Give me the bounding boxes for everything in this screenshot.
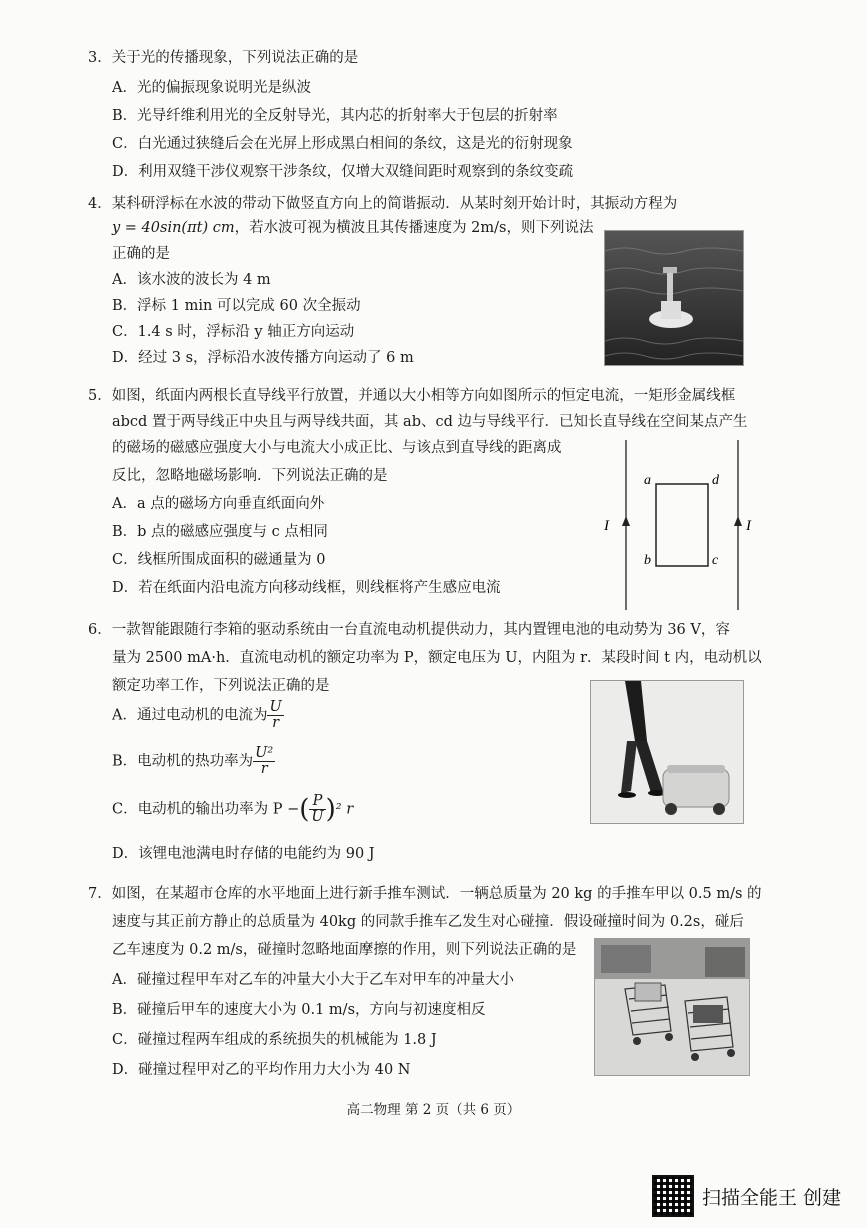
label-current-right: I	[746, 518, 751, 534]
left-current-arrow	[622, 516, 630, 526]
q6-stem-line1: 6．一款智能跟随行李箱的驱动系统由一台直流电动机提供动力，其内置锂电池的电动势为 36 V，容	[88, 622, 730, 638]
right-current-arrow	[734, 516, 742, 526]
scanner-watermark: 扫描全能王 创建	[652, 1175, 841, 1217]
q3-stem: 3．关于光的传播现象，下列说法正确的是	[88, 50, 359, 66]
q6-option-a: A．通过电动机的电流为 $\frac{U}{r}$	[112, 699, 282, 731]
label-a: a	[644, 473, 651, 488]
q5-stem-line4: 反比，忽略地磁场影响．下列说法正确的是	[112, 468, 388, 484]
q4-stem-line1: 4．某科研浮标在水波的带动下做竖直方向上的简谐振动．从某时刻开始计时，其振动方程为	[88, 196, 678, 212]
label-b: b	[644, 553, 651, 568]
q5-option-d: D．若在纸面内沿电流方向移动线框，则线框将产生感应电流	[112, 580, 501, 596]
shopping-carts-photo	[594, 938, 750, 1076]
suitcase-photo	[590, 680, 744, 824]
q3-option-a: A．光的偏振现象说明光是纵波	[112, 80, 311, 96]
q7-stem-line1: 7．如图，在某超市仓库的水平地面上进行新手推车测试．一辆总质量为 20 kg 的手推车甲以 0.5 m/s 的	[88, 886, 762, 902]
q4-option-a: A．该水波的波长为 4 m	[112, 272, 271, 288]
q4-stem-line3: 正确的是	[112, 246, 170, 262]
q4-equation: y = 40sin(πt) cm	[112, 220, 235, 236]
q7-option-b: B．碰撞后甲车的速度大小为 0.1 m/s，方向与初速度相反	[112, 1002, 486, 1018]
buoy-photo	[604, 230, 744, 366]
wire-loop-diagram	[596, 440, 766, 612]
q6-stem-line3: 额定功率工作，下列说法正确的是	[112, 678, 330, 694]
q4-option-c: C．1.4 s 时，浮标沿 y 轴正方向运动	[112, 324, 355, 340]
page-footer: 高二物理 第 2 页（共 6 页）	[346, 1102, 521, 1118]
q3-option-c: C．白光通过狭缝后会在光屏上形成黑白相间的条纹，这是光的衍射现象	[112, 136, 573, 152]
q4-option-b: B．浮标 1 min 可以完成 60 次全振动	[112, 298, 361, 314]
q3-option-d: D．利用双缝干涉仪观察干涉条纹，仅增大双缝间距时观察到的条纹变疏	[112, 164, 574, 180]
q6-option-d: D．该锂电池满电时存储的电能约为 90 J	[112, 846, 375, 862]
q5-option-b: B．b 点的磁感应强度与 c 点相同	[112, 524, 328, 540]
rectangular-loop	[656, 484, 708, 566]
q5-stem-line2: abcd 置于两导线正中央且与两导线共面，其 ab、cd 边与导线平行．已知长直导线在空间某点产生	[112, 414, 748, 430]
q5-option-a: A．a 点的磁场方向垂直纸面向外	[112, 496, 325, 512]
q7-stem-line3: 乙车速度为 0.2 m/s，碰撞时忽略地面摩擦的作用，则下列说法正确的是	[112, 942, 577, 958]
q7-option-c: C．碰撞过程两车组成的系统损失的机械能为 1.8 J	[112, 1032, 437, 1048]
q6-option-b: B．电动机的热功率为 $\frac{\text{U²}}{r}$	[112, 745, 274, 777]
q7-option-d: D．碰撞过程甲对乙的平均作用力大小为 40 N	[112, 1062, 411, 1078]
label-current-left: I	[604, 518, 609, 534]
q6-stem-line2: 量为 2500 mA·h．直流电动机的额定功率为 P，额定电压为 U，内阻为 r．某段时间 t 内，电动机以	[112, 650, 762, 666]
fraction: $\frac{\text{U²}}{r}$	[255, 745, 274, 777]
q6-option-c: C．电动机的输出功率为 P −( $\frac{P}{U}$ )² r	[112, 793, 354, 825]
q5-option-c: C．线框所围成面积的磁通量为 0	[112, 552, 326, 568]
qr-code-icon	[652, 1175, 694, 1217]
fraction: $\frac{U}{r}$	[269, 699, 282, 731]
fraction: $\frac{P}{U}$	[311, 793, 324, 825]
q5-stem-line3: 的磁场的磁感应强度大小与电流大小成正比、与该点到直导线的距离成	[112, 440, 562, 456]
label-c: c	[712, 553, 719, 568]
q7-stem-line2: 速度与其正前方静止的总质量为 40kg 的同款手推车乙发生对心碰撞．假设碰撞时间为 0.2s，碰后	[112, 914, 744, 930]
q3-option-b: B．光导纤维利用光的全反射导光，其内芯的折射率大于包层的折射率	[112, 108, 558, 124]
q4-stem-line2: y = 40sin(πt) cm，若水波可视为横波且其传播速度为 2m/s，则下列说法	[112, 220, 594, 236]
q5-stem-line1: 5．如图，纸面内两根长直导线平行放置，并通以大小相等方向如图所示的恒定电流，一矩形金属线框	[88, 388, 736, 404]
q7-option-a: A．碰撞过程甲车对乙车的冲量大小大于乙车对甲车的冲量大小	[112, 972, 514, 988]
label-d: d	[712, 473, 719, 488]
q4-option-d: D．经过 3 s，浮标沿水波传播方向运动了 6 m	[112, 350, 414, 366]
